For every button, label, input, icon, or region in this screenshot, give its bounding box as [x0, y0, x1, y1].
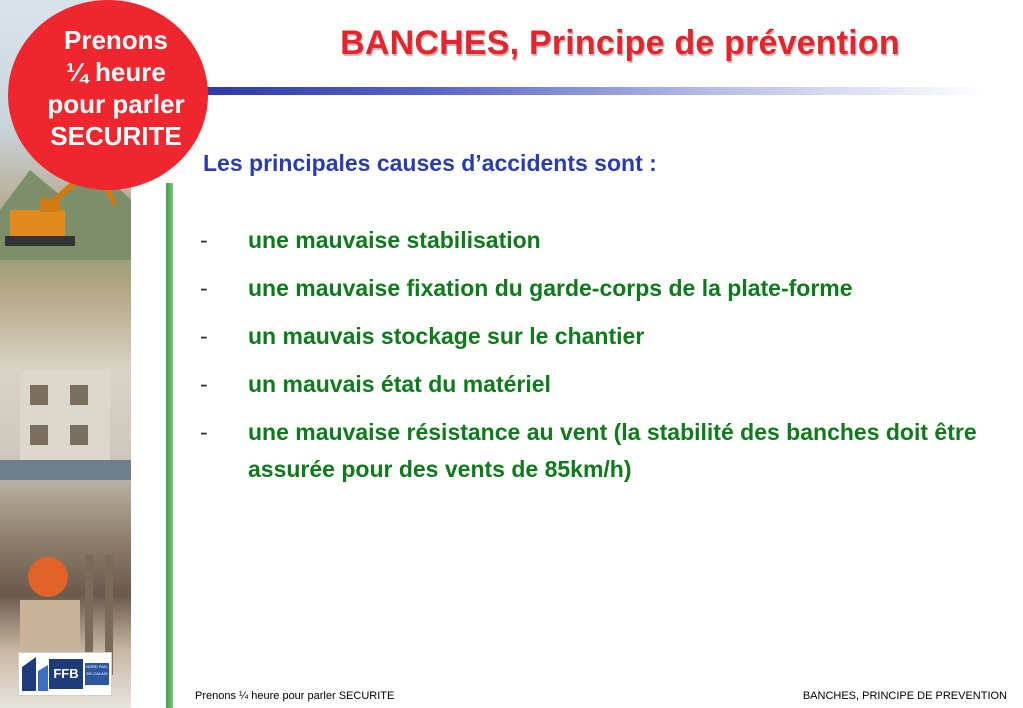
intro-text: Les principales causes d’accidents sont : — [203, 150, 657, 176]
list-item — [200, 222, 1015, 259]
ffb-region-text: NORD PAS-DE-CALAIS — [85, 663, 109, 685]
badge-text: Prenons ¼ heure pour parler SECURITE — [47, 25, 185, 151]
list-item-text: un mauvais état du matériel — [248, 371, 551, 397]
bullet-marker: - — [200, 227, 208, 253]
cause-list — [200, 222, 1015, 499]
list-item — [200, 270, 1015, 307]
list-item-text: une mauvaise stabilisation — [248, 227, 541, 253]
building-scene-image — [0, 360, 131, 480]
ffb-logo — [18, 652, 112, 696]
bullet-marker: - — [200, 275, 208, 301]
bullet-marker: - — [200, 371, 208, 397]
ffb-mark-icon — [22, 657, 48, 691]
footer-left-text: Prenons ¼ heure pour parler SECURITE — [195, 690, 395, 702]
bullet-marker: - — [200, 323, 208, 349]
slide-title: BANCHES, Principe de prévention — [340, 24, 900, 62]
list-item — [200, 318, 1015, 355]
list-item-text: une mauvaise résistance au vent (la stabilité des banches doit être assurée pour des vents de 85km/h) — [248, 419, 977, 482]
footer-right-text: BANCHES, PRINCIPE DE PREVENTION — [802, 690, 1007, 702]
list-item — [200, 366, 1015, 403]
list-item-text: un mauvais stockage sur le chantier — [248, 323, 645, 349]
ffb-logo-text: FFB — [49, 659, 83, 689]
safety-badge — [8, 0, 208, 190]
title-underline — [206, 87, 986, 95]
bullet-marker: - — [200, 419, 208, 445]
list-item — [200, 414, 1015, 488]
accent-bar — [166, 183, 173, 708]
list-item-text: une mauvaise fixation du garde-corps de la plate-forme — [248, 275, 853, 301]
